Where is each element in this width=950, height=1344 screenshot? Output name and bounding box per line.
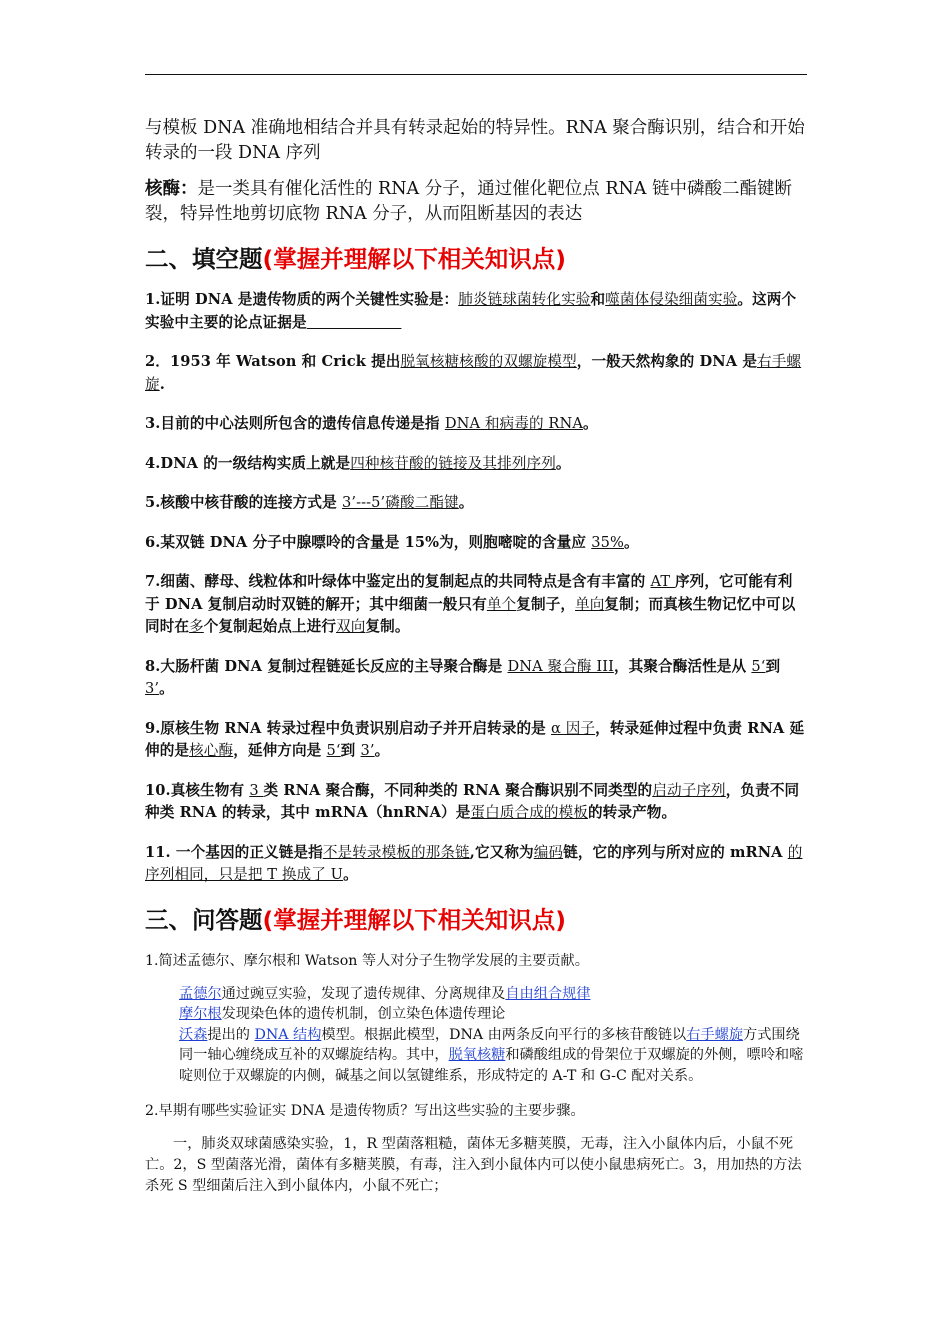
- question-text: 6.某双链 DNA 分子中腺嘌呤的含量是 15%为，则胞嘧啶的含量应: [145, 533, 592, 551]
- header-rule: [145, 74, 807, 75]
- question-text: 和: [590, 291, 606, 308]
- question-5: [145, 492, 807, 515]
- answer-text: 单个: [486, 595, 517, 613]
- answer-text: 不是转录模板的那条链: [322, 843, 470, 861]
- answer-line-watson: [179, 1025, 807, 1087]
- link-right-handed-helix[interactable]: 右手螺旋: [686, 1026, 744, 1043]
- answer-text: 单向: [575, 595, 605, 613]
- question-text: 到: [340, 742, 361, 759]
- question-text: 模型。根据此模型，DNA 由两条反向平行的多核苷酸链以: [321, 1026, 687, 1043]
- question-1: [145, 289, 807, 334]
- question-text: 2．1953 年 Watson 和 Crick 提出: [145, 353, 401, 370]
- question-text: 。: [582, 415, 598, 432]
- question-text: 10.真核生物有: [145, 781, 250, 799]
- question-text: 3.目前的中心法则所包含的遗传信息传递是指: [145, 415, 445, 432]
- answer-text: 5‘: [326, 742, 341, 759]
- question-text: 7.细菌、酵母、线粒体和叶绿体中鉴定出的复制起点的共同特点是含有丰富的: [145, 573, 651, 590]
- answer-text: 右手螺旋: [145, 353, 802, 393]
- question-text: ，转录延伸过程中负责 RNA 延伸的是: [145, 719, 805, 759]
- intro-paragraph-1: 与模板 DNA 准确地相结合并具有转录起始的特异性。RNA 聚合酶识别，结合和开始转录的一段 DNA 序列: [145, 118, 805, 163]
- link-dna-structure[interactable]: DNA 结构: [254, 1026, 322, 1043]
- question-text: 方式围绕同一轴心缠绕成互补的双螺旋结构。其中，: [179, 1026, 800, 1063]
- question-2: [145, 351, 807, 396]
- section-2-heading: [145, 243, 807, 275]
- answer-text: 3’: [360, 742, 375, 759]
- answer-text: 双向: [336, 618, 366, 635]
- question-text: 的转录产物。: [587, 804, 677, 821]
- question-text: 和磷酸组成的骨架位于双螺旋的外侧，嘌呤和嘧啶则位于双螺旋的内侧，碱基之间以氢键维系，形成特定的 A-T 和 G-C 配对关系。: [179, 1047, 804, 1084]
- question-text: 5.核酸中核苷酸的连接方式是: [145, 494, 342, 511]
- document-page: [145, 116, 807, 1197]
- question-text: .: [159, 375, 165, 393]
- essay-question-2: 2.早期有哪些实验证实 DNA 是遗传物质？写出这些实验的主要步骤。: [145, 1103, 585, 1119]
- question-11: [145, 842, 807, 887]
- question-text: 复制；而真核生物记忆中可以同时在: [145, 595, 796, 635]
- answer-text: 肺炎链球菌转化实验: [458, 291, 591, 308]
- link-mendel[interactable]: 孟德尔: [179, 985, 222, 1002]
- link-independent-assortment[interactable]: 自由组合规律: [505, 985, 591, 1002]
- answer-text: 编码: [533, 843, 564, 861]
- answer-text: 蛋白质合成的模板: [470, 804, 588, 821]
- question-text: 。: [343, 866, 358, 883]
- question-3: [145, 413, 807, 436]
- answer-text: 3: [249, 781, 264, 799]
- question-text: 。: [623, 533, 639, 551]
- answer-text: 5‘: [751, 657, 766, 675]
- question-text: 11. 一个基因的正义链是指: [145, 843, 323, 861]
- essay-answer-2: 一，肺炎双球菌感染实验，1，R 型菌落粗糙，菌体无多糖荚膜，无毒，注入小鼠体内后，小鼠不死亡。2，S 型菌落光滑，菌体有多糖荚膜，有毒，注入到小鼠体内可以使小鼠患病死亡。3，用加热的方法杀死 S 型细菌后注入到小鼠体内，小鼠不死亡；: [145, 1136, 802, 1194]
- question-4: [145, 453, 807, 476]
- answer-text: 的序列相同，只是把 T 换成了 U: [145, 843, 803, 883]
- link-watson[interactable]: 沃森: [179, 1026, 208, 1043]
- question-text: 复制。: [365, 618, 410, 635]
- question-text: 9.原核生物 RNA 转录过程中负责识别启动子并开启转录的是: [145, 719, 552, 737]
- answer-text: AT: [650, 573, 675, 590]
- question-text: 提出的: [207, 1026, 255, 1043]
- question-text: ，其聚合酶活性是从: [613, 657, 752, 675]
- section-3-title: 三、问答题: [145, 905, 263, 934]
- answer-text: 启动子序列: [652, 781, 726, 799]
- answer-text: 核心酶: [189, 742, 234, 759]
- question-text: 到: [765, 657, 781, 675]
- question-text: ，一般天然构象的 DNA 是: [576, 353, 758, 370]
- section-3-subtitle: (掌握并理解以下相关知识点): [262, 905, 566, 934]
- question-text: 链，它的序列与所对应的 mRNA: [563, 843, 788, 861]
- answer-text: 脱氧核糖核酸的双螺旋模型: [400, 353, 577, 370]
- answer-text: 四种核苷酸的链接及其排列序列: [350, 454, 556, 472]
- question-text: 通过豌豆实验，发现了遗传规律、分离规律及: [221, 985, 506, 1002]
- answer-text: 多: [189, 618, 204, 635]
- essay-answer-1: [179, 984, 807, 1087]
- section-3-heading: [145, 904, 807, 936]
- answer-text: 35%: [591, 533, 624, 551]
- term-ribozyme: 核酶：: [145, 179, 198, 199]
- link-morgan[interactable]: 摩尔根: [179, 1006, 222, 1022]
- answer-line-morgan: [179, 1004, 807, 1025]
- question-10: [145, 780, 807, 825]
- answer-blank: [307, 314, 402, 331]
- question-text: 4.DNA 的一级结构实质上就是: [145, 454, 351, 472]
- question-text: ，延伸方向是: [233, 742, 327, 759]
- question-text: 。: [555, 454, 571, 472]
- ribozyme-definition: 是一类具有催化活性的 RNA 分子，通过催化靶位点 RNA 链中磷酸二酯键断裂，特异性地剪切底物 RNA 分子，从而阻断基因的表达: [145, 179, 793, 224]
- answer-text: 噬菌体侵染细菌实验: [605, 291, 738, 308]
- answer-text: DNA 和病毒的 RNA: [444, 415, 583, 432]
- question-6: [145, 532, 807, 555]
- answer-text: 3’: [145, 680, 160, 697]
- question-9: [145, 718, 807, 763]
- question-text: 类 RNA 聚合酶，不同种类的 RNA 聚合酶识别不同类型的: [263, 781, 653, 799]
- intro-paragraph-2: [145, 177, 807, 227]
- essay-question-1: 1.简述孟德尔、摩尔根和 Watson 等人对分子生物学发展的主要贡献。: [145, 952, 589, 969]
- question-text: 。这两个实验中主要的论点证据是: [145, 291, 797, 331]
- question-7: [145, 571, 807, 639]
- question-text: 8.大肠杆菌 DNA 复制过程链延长反应的主导聚合酶是: [145, 657, 508, 675]
- answer-text: 3’---5’磷酸二酯键: [341, 494, 459, 511]
- link-deoxyribose[interactable]: 脱氧核糖: [448, 1047, 506, 1063]
- question-text: 。: [458, 494, 474, 511]
- question-text: 复制子，: [516, 595, 576, 613]
- question-text: 1.证明 DNA 是遗传物质的两个关键性实验是：: [145, 291, 459, 308]
- answer-text: DNA 聚合酶 III: [507, 657, 614, 675]
- question-text: ，负责不同种类 RNA 的转录，其中 mRNA（hnRNA）是: [145, 781, 800, 821]
- question-text: 序列，它可能有利于 DNA 复制启动时双链的解开；其中细菌一般只有: [145, 573, 793, 613]
- question-text: 发现染色体的遗传机制，创立染色体遗传理论: [221, 1006, 506, 1022]
- question-8: [145, 656, 807, 701]
- answer-text: α 因子: [551, 719, 596, 737]
- section-2-subtitle: (掌握并理解以下相关知识点): [262, 245, 566, 273]
- section-2-title: 二、填空题: [145, 245, 263, 273]
- question-text: 个复制起始点上进行: [203, 618, 337, 635]
- question-text: 。: [159, 680, 174, 697]
- question-text: 。: [374, 742, 390, 759]
- answer-line-mendel: [179, 984, 807, 1005]
- question-text: ,它又称为: [469, 843, 534, 861]
